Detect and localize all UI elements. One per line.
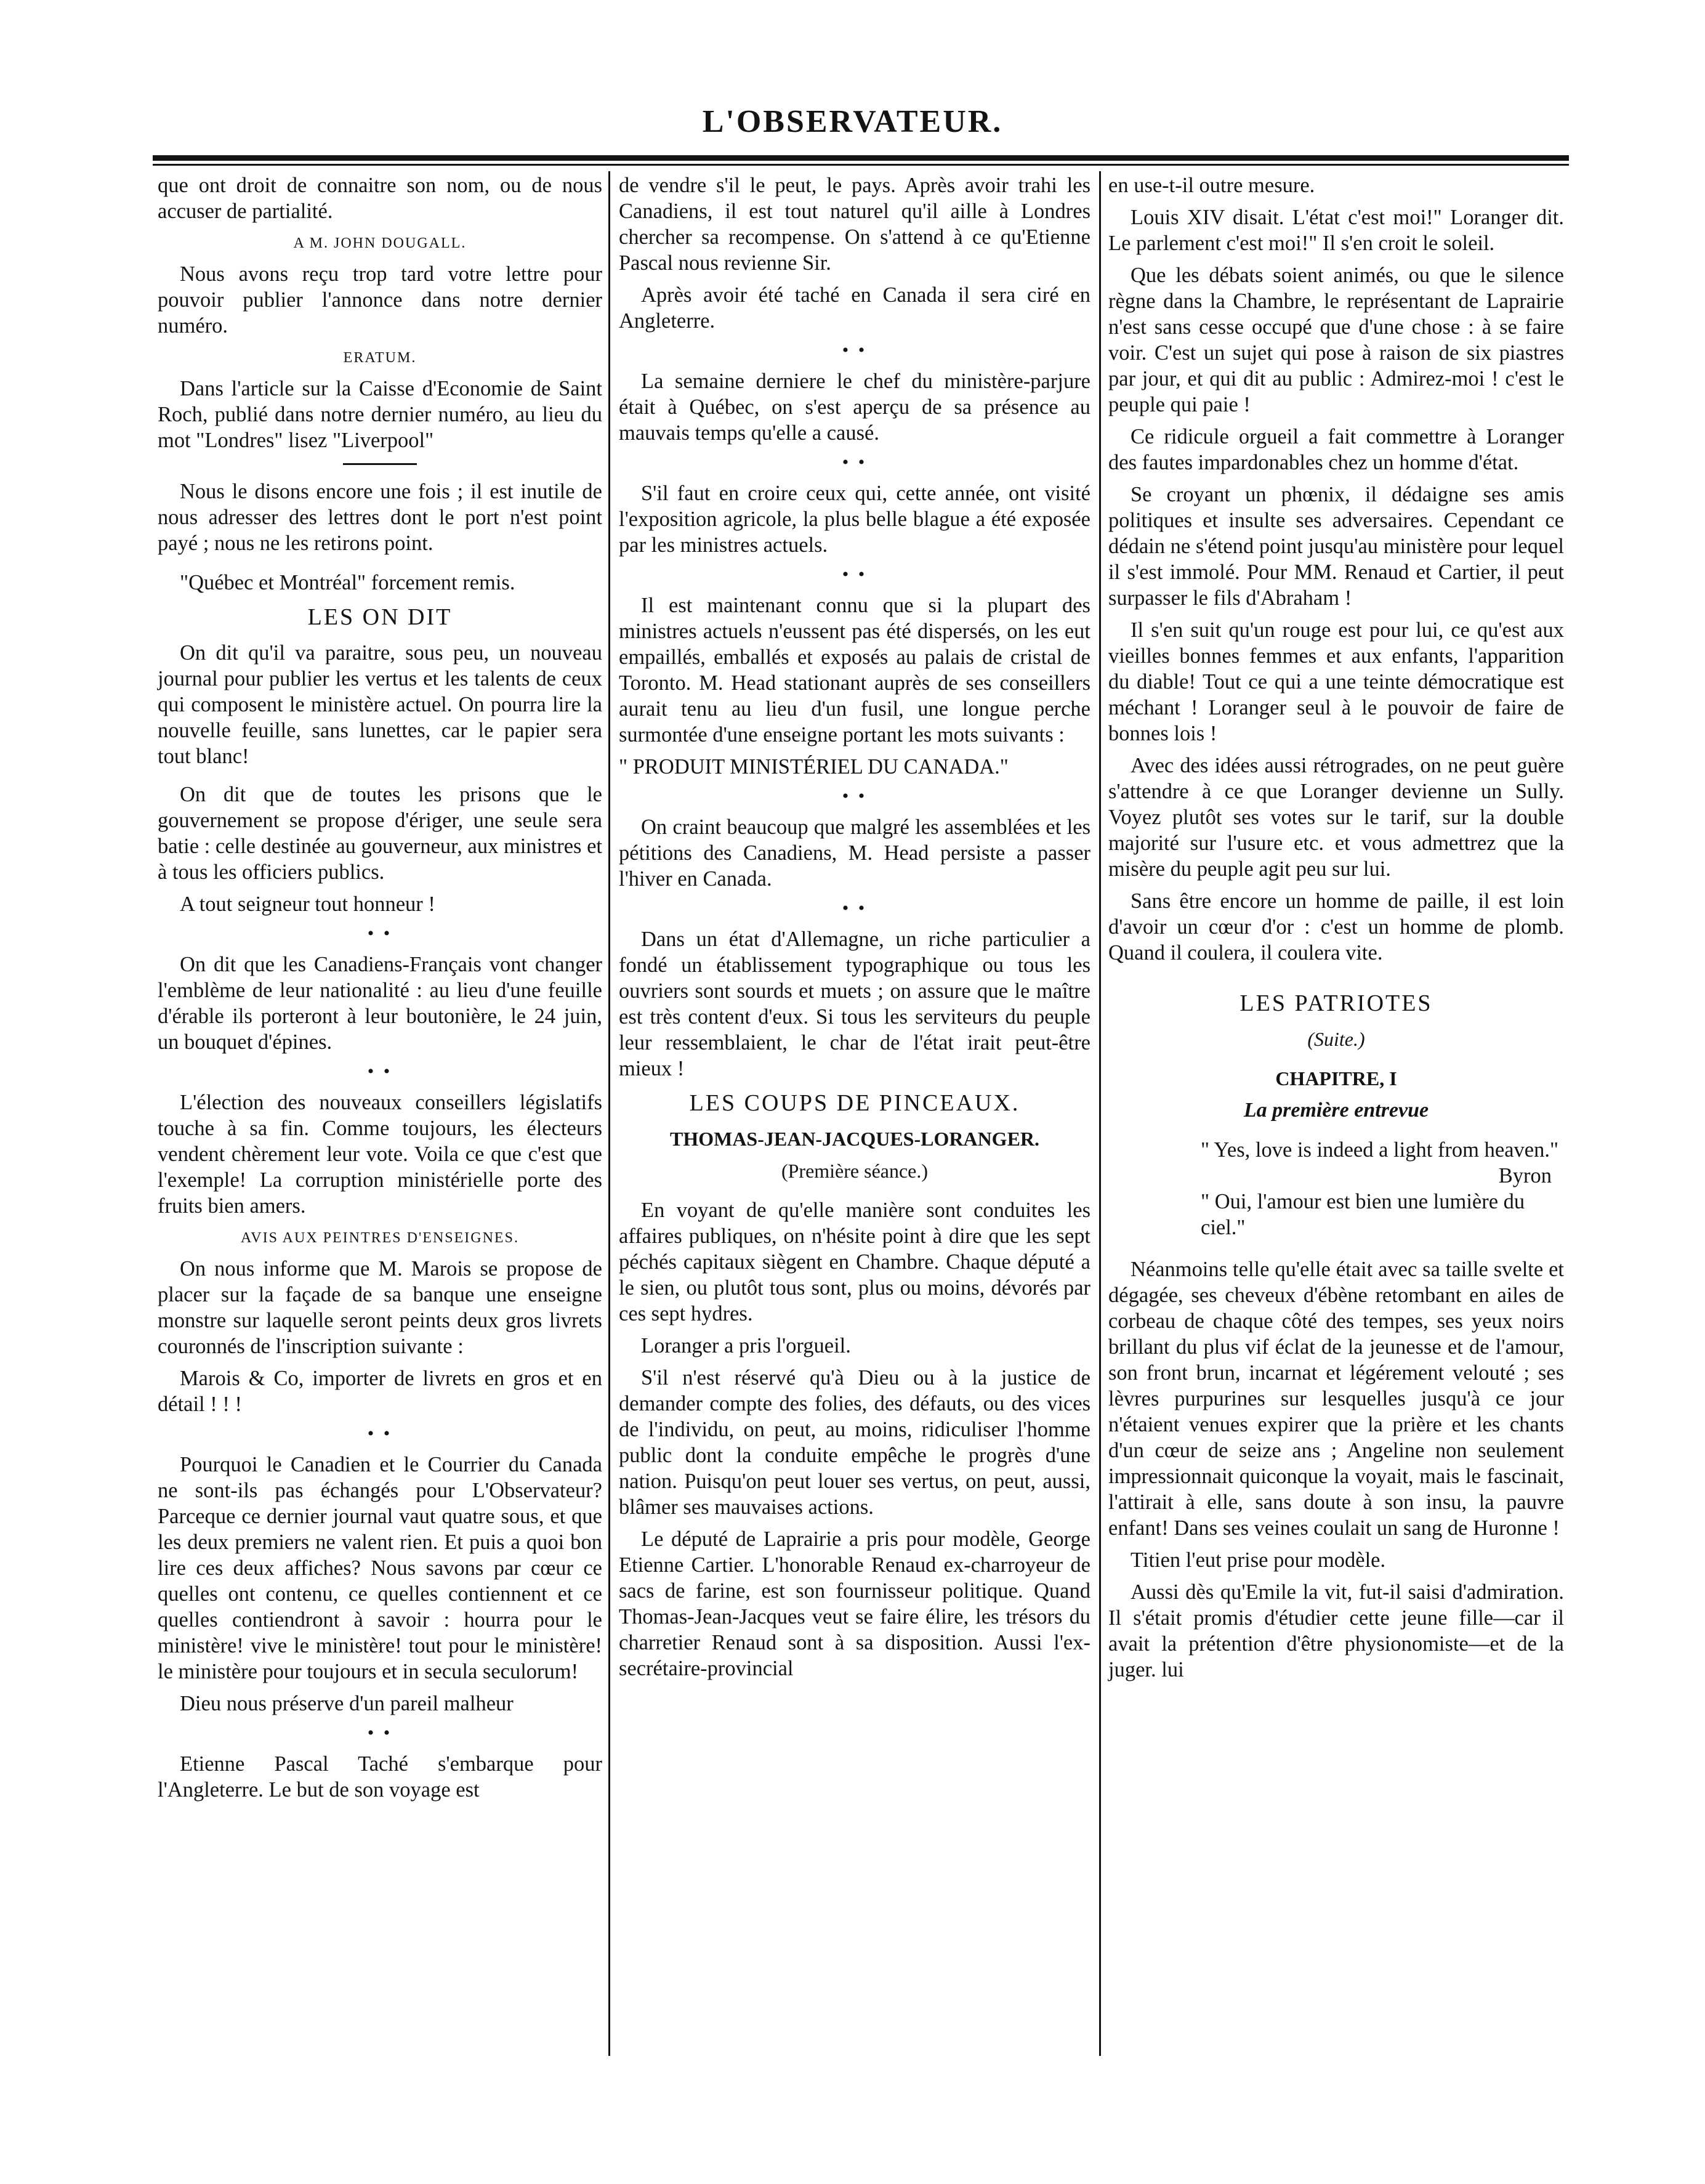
paragraph-seigneur: A tout seigneur tout honneur ! [180, 892, 435, 916]
column-divider-1 [608, 171, 610, 2056]
ornament: • • [367, 923, 393, 944]
ornament: • • [367, 1423, 393, 1444]
header-rule [153, 155, 1569, 161]
paragraph-port: Nous le disons encore une fois ; il est inutile de nous adresser des lettres dont le port n'est point payé ; nous ne les retirons point. [158, 480, 602, 555]
paragraph-titien: Titien l'eut prise pour modèle. [1131, 1548, 1386, 1572]
heading-seance: (Première séance.) [781, 1160, 929, 1182]
paragraph-emile: Aussi dès qu'Emile la vit, fut-il saisi d'admiration. Il s'était promis d'étudier cette jeune fille—car il avait la prétention d'être physionomiste—et de la juger. lui [1108, 1580, 1564, 1681]
paragraph-tache: Etienne Pascal Taché s'embarque pour l'Angleterre. Le but de son voyage est [158, 1752, 602, 1802]
paragraph-depute: Le député de Laprairie a pris pour modèle, George Etienne Cartier. L'honorable Renaud ex-charroyeur de sacs de farine, est son fournisseur politique. Quand Thomas-Jean-Jacques veut se faire élire, les trésors du charretier Renaud sont à sa disposition. Aussi l'ex-secrétaire-provincial [619, 1527, 1090, 1680]
paragraph-marois-2: Marois & Co, importer de livrets en gros et en détail ! ! ! [158, 1367, 602, 1416]
paragraph-use: en use-t-il outre mesure. [1108, 174, 1315, 197]
paragraph-journal: On dit qu'il va paraitre, sous peu, un nouveau journal pour publier les vertus et les talents de ceux qui composent le ministère actuel. On pourra lire la nouvelle feuille, sans lunettes, car le papier sera tout blanc! [158, 641, 602, 768]
paragraph-eratum: Dans l'article sur la Caisse d'Economie de Saint Roch, publié dans notre dernier numéro, au lieu du mot "Londres" lisez "Liverpool" [158, 377, 602, 452]
paragraph-vendre: de vendre s'il le peut, le pays. Après avoir trahi les Canadiens, il est tout naturel qu'il aille à Londres chercher sa recompense. On s'attend à ce qu'Etienne Pascal nous revienne Sir. [619, 174, 1090, 275]
masthead: L'OBSERVATEUR. [702, 104, 1003, 139]
ornament: • • [842, 898, 868, 918]
ornament: • • [842, 452, 868, 472]
ornament: • • [842, 340, 868, 360]
paragraph-allemagne: Dans un état d'Allemagne, un riche particulier a fondé un établissement typographique ou tous les ouvriers sont sourds et muets ; on assure que le maître est très content d'eux. Si tous les serviteurs du peuple leur ressemblaient, le char de l'état irait peut-être mieux ! [619, 928, 1090, 1080]
paragraph-idees: Avec des idées aussi rétrogrades, on ne peut guère s'attendre à ce que Loranger devienne un Sully. Voyez plutôt ses votes sur le tarif, sur la double majorité sur l'usure etc. et vous admettrez que la misère du peuple agit peu sur lui. [1108, 754, 1564, 881]
paragraph-paille: Sans être encore un homme de paille, il est loin d'avoir un cœur d'or : c'est un homme de plomb. Quand il coulera, il coulera vite. [1108, 889, 1564, 965]
paragraph-neanmoins: Néanmoins telle qu'elle était avec sa taille svelte et dégagée, ses cheveux d'ébène retombant en ailes de corbeau de chaque côté des tempes, ses yeux noirs brillant du plus vif éclat de la jeunesse et de l'amour, son front brun, incarnat et légérement velouté ; ses lèvres purpurines sur lesquelles jusqu'à ce jour n'étaient venues expirer que la prière et les chants d'un cœur de seize ans ; Angeline non seulement impressionnait quiconque la voyait, mais le fascinait, l'attirait à elle, sans doute à son insu, la pauvre enfant! Dans ses veines coulait un sang de Huronne ! [1108, 1258, 1564, 1540]
paragraph-quebec: "Québec et Montréal" forcement remis. [180, 571, 515, 594]
heading-patriotes: LES PATRIOTES [1239, 990, 1433, 1016]
ornament: • • [842, 564, 868, 584]
header-rule-thin [153, 164, 1569, 166]
paragraph-produit: " PRODUIT MINISTÉRIEL DU CANADA." [619, 755, 1009, 779]
heading-ondit: LES ON DIT [307, 604, 453, 630]
paragraph-dieu: Dieu nous préserve d'un pareil malheur [180, 1692, 514, 1715]
epigraph-french: " Oui, l'amour est bien une lumière du ciel." [1201, 1190, 1525, 1239]
paragraph-justice: S'il n'est réservé qu'à Dieu ou à la justice de demander compte des folies, des défauts, ou des vices de l'individu, on peut, au moins, ridiculiser l'homme public dont la conduite empêche le progrès d'une nation. Puisqu'on peut louer ses vertus, on peut, aussi, blâmer ses mauvaises actions. [619, 1366, 1090, 1519]
paragraph-canadien: Pourquoi le Canadien et le Courrier du Canada ne sont-ils pas échangés pour L'Observateur? Parceque ce dernier journal vaut quatre sous, et que les deux premiers ne valent rien. Et puis a quoi bon lire ces deux affiches? Nous savons par cœur ce quelles ont contenu, ce quelles contiennent et ce quelles contiendront à savoir : hourra pour le ministère! vive le ministère! tout pour le ministère! le ministère pour toujours et in secula seculorum! [158, 1453, 602, 1683]
heading-thomas: THOMAS-JEAN-JACQUES-LORANGER. [669, 1128, 1040, 1150]
heading-suite: (Suite.) [1307, 1028, 1365, 1050]
paragraph-louis: Louis XIV disait. L'état c'est moi!" Loranger dit. Le parlement c'est moi!" Il s'en croit le soleil. [1108, 206, 1564, 255]
epigraph [1201, 1137, 1564, 1240]
ornament: • • [367, 1061, 393, 1082]
paragraph-tache-2: Après avoir été taché en Canada il sera ciré en Angleterre. [619, 283, 1090, 333]
heading-eratum: ERATUM. [343, 350, 417, 366]
paragraph-election: L'élection des nouveaux conseillers législatifs touche à sa fin. Comme toujours, les électeurs vendent chèrement leur vote. Voila ce que c'est que l'exemple! La corruption ministérielle porte des fruits bien amers. [158, 1091, 602, 1218]
heading-peintres: AVIS AUX PEINTRES D'ENSEIGNES. [241, 1230, 519, 1246]
paragraph-voyant: En voyant de qu'elle manière sont conduites les affaires publiques, on n'hésite point à dire que les sept péchés capitaux siègent en Chambre. Chaque député a le sien, ou plutôt tous sont, plus ou moins, dévorés par ces sept hydres. [619, 1199, 1090, 1325]
column-2 [619, 172, 1090, 1688]
paragraph-ministres: Il est maintenant connu que si la plupart des ministres actuels n'eussent pas été dispersés, on les eut empaillés, emballés et exposés au palais de cristal de Toronto. M. Head stationant auprès de ses conseillers aurait tenu au lieu d'un fusil, une longue perche surmontée d'une enseigne portant les mots suivants : [619, 594, 1090, 746]
paragraph-semaine: La semaine derniere le chef du ministère-parjure était à Québec, on s'est aperçu de sa présence au mauvais temps qu'elle a causé. [619, 370, 1090, 445]
paragraph-marois: On nous informe que M. Marois se propose de placer sur la façade de sa banque une enseigne monstre sur laquelle seront peints deux gros livrets couronnés de l'inscription suivante : [158, 1257, 602, 1358]
heading-chapitre: CHAPITRE, I [1275, 1067, 1397, 1090]
paragraph-embleme: On dit que les Canadiens-Français vont changer l'emblème de leur nationalité : au lieu d'une feuille d'érable ils porteront à leur boutonière, le 24 juin, un bouquet d'épines. [158, 953, 602, 1054]
paragraph-orgueil: Loranger a pris l'orgueil. [641, 1334, 851, 1357]
paragraph-debats: Que les débats soient animés, ou que le silence règne dans la Chambre, le représentant de Laprairie n'est sans cesse occupé que d'une chose : à se faire voir. C'est un sujet qui pose à raison de six piastres par jour, et qui dit au public : Admirez-moi ! c'est le peuple qui paie ! [1108, 264, 1564, 416]
column-divider-2 [1099, 171, 1101, 2056]
epigraph-author: Byron [1498, 1164, 1552, 1187]
heading-coups-de-pinceaux: LES COUPS DE PINCEAUX. [689, 1090, 1020, 1116]
heading-dougall: A M. JOHN DOUGALL. [293, 235, 467, 251]
paragraph-prisons: On dit que de toutes les prisons que le gouvernement se propose d'ériger, une seule sera batie : celle destinée au gouverneur, aux ministres et à tous les officiers publics. [158, 783, 602, 884]
separator-rule [343, 463, 417, 465]
ornament: • • [842, 786, 868, 806]
column-1 [158, 172, 602, 1809]
ornament: • • [367, 1723, 393, 1743]
paragraph-phoenix: Se croyant un phœnix, il dédaigne ses amis politiques et insulte ses adversaires. Cependant ce dédain ne s'étend point jusqu'au ministère pour lequel il s'est immolé. Pour MM. Renaud et Cartier, il peut surpasser le fils d'Abraham ! [1108, 483, 1564, 610]
paragraph-rouge: Il s'en suit qu'un rouge est pour lui, ce qu'est aux vieilles bonnes femmes et aux enfants, l'apparition du diable! Tout ce qui a une teinte démocratique est méchant ! Loranger seul à le pouvoir de faire de bonnes lois ! [1108, 618, 1564, 745]
paragraph-exposition: S'il faut en croire ceux qui, cette année, ont visité l'exposition agricole, la plus belle blague a été exposée par les ministres actuels. [619, 482, 1090, 557]
epigraph-english: " Yes, love is indeed a light from heaven." [1201, 1138, 1559, 1162]
heading-entrevue: La première entrevue [1243, 1099, 1429, 1122]
column-3 [1108, 172, 1564, 1689]
paragraph-assemblees: On craint beaucoup que malgré les assemblées et les pétitions des Canadiens, M. Head persiste a passer l'hiver en Canada. [619, 815, 1090, 891]
paragraph-intro: que ont droit de connaitre son nom, ou de nous accuser de partialité. [158, 174, 602, 223]
paragraph-ridicule: Ce ridicule orgueil a fait commettre à Loranger des fautes impardonables chez un homme d'état. [1108, 425, 1564, 474]
paragraph-dougall: Nous avons reçu trop tard votre lettre pour pouvoir publier l'annonce dans notre dernier numéro. [158, 262, 602, 338]
